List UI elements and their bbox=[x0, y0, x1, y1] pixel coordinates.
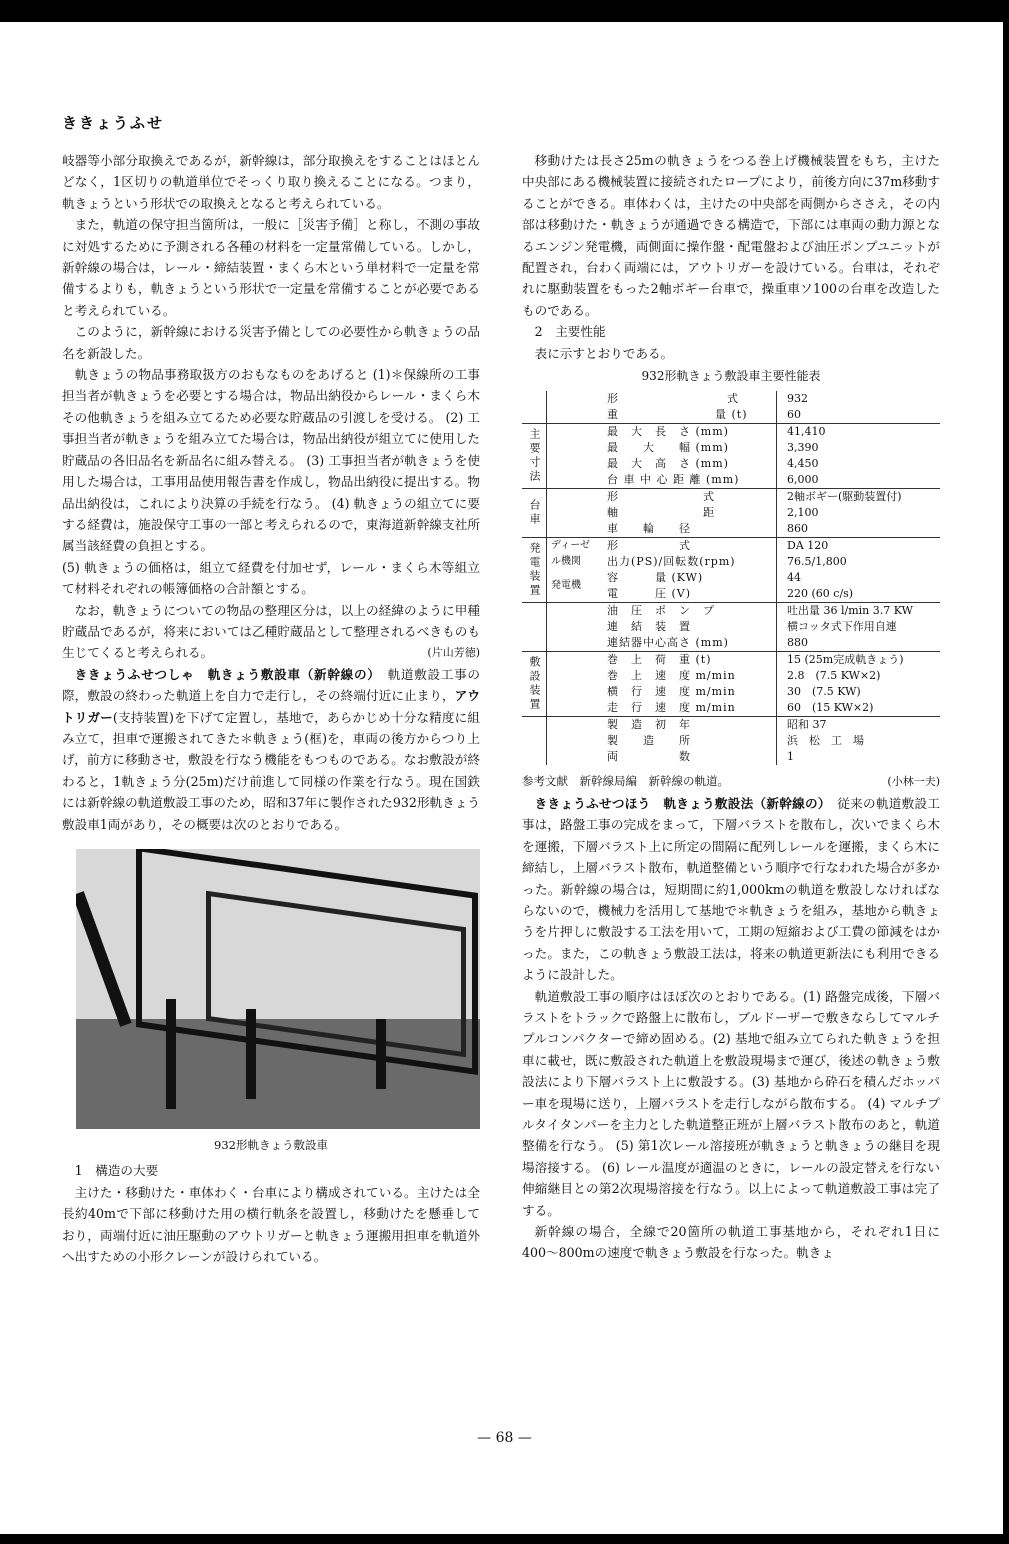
table-cell-label: 巻 上 荷 重 (t) bbox=[603, 652, 777, 669]
entry bbox=[62, 664, 480, 835]
table-cell-label: 走 行 速 度 m/min bbox=[607, 701, 736, 715]
table-row bbox=[522, 538, 940, 555]
table-cell-value: 昭和 37 bbox=[777, 717, 940, 734]
table-row bbox=[522, 717, 940, 734]
entry-term: ききょうふせつしゃ 軌きょう敷設車（新幹線の） bbox=[74, 666, 375, 682]
table-cell-value: 横コッタ式下作用自連 bbox=[777, 619, 940, 635]
table-row bbox=[522, 652, 940, 669]
table-cell-value: 2.8 (7.5 KW×2) bbox=[777, 668, 940, 684]
paragraph: 表に示すとおりである。 bbox=[534, 345, 674, 361]
entry-term: ききょうふせつほう 軌きょう敷設法（新幹線の） bbox=[534, 795, 825, 811]
table-cell-label: 軸 距 bbox=[607, 506, 715, 520]
table-cell-label: 最 大 幅 (mm) bbox=[607, 441, 729, 455]
table-cell-value: 2,100 bbox=[777, 505, 940, 521]
table-cell-value: 1 bbox=[777, 749, 940, 765]
table-row bbox=[522, 603, 940, 620]
table-cell-value: 吐出量 36 l/min 3.7 KW bbox=[777, 603, 940, 620]
paragraph: 岐器等小部分取換えであるが，新幹線は，部分取換えをすることはほとんどなく，1区切りの軌道単位でそっくり取り換えることになる。つまり，軌きょうという形状での取換えとなると考えられている。 bbox=[62, 153, 480, 211]
references bbox=[522, 771, 940, 792]
table-cell-label: 両 数 bbox=[607, 750, 691, 764]
table-cell-value: 2軸ボギー(駆動装置付) bbox=[777, 489, 940, 506]
paragraph: また，軌道の保守担当箇所は，一般に［災害予備］と称し，不測の事故に対処するために予測される各種の材料を一定量常備している。しかし，新幹線の場合は，レール・締結装置・まくら木という単材料で一定量を常備するよりも，軌きょうという形状で一定量を常備することが必要であると考えられている。 bbox=[62, 217, 480, 318]
table-subgroup-label: ディーゼル機関 bbox=[547, 538, 604, 571]
right-column bbox=[522, 150, 940, 1264]
paragraph: 移動けたは長さ25mの軌きょうをつる巻上げ機械装置をもち，主けた中央部にある機械装置に接続されたロープにより，前後方向に37m移動することができる。車体わくは，主けたの中央部を両側からささえ，その内部は移動けた・軌きょうが通過できる構造で，下部には車両の動力源となるエンジン発電機，両側面に操作盤・配電盤および油圧ポンプユニットが配置され，台わく両端には，アウトリガーを設けている。台車は，それぞれに駆動装置をもった2軸ボギー台車で，操重車ソ100の台車を改造したものである。 bbox=[522, 153, 940, 318]
table-cell-value: 60 bbox=[777, 407, 940, 424]
entry-text: 軌道敷設工事の際，敷設の終わった軌道上を自力で走行し，その終端付近に止まり， bbox=[62, 666, 481, 704]
table-cell-label: 連 結 装 置 bbox=[607, 620, 691, 634]
table-cell-value: 76.5/1,800 bbox=[777, 554, 940, 570]
author-signature: (片山芳徳) bbox=[427, 646, 480, 660]
table-cell-label: 車 輪 径 bbox=[607, 522, 691, 536]
table-cell-value: DA 120 bbox=[777, 538, 940, 555]
author-signature: (小林一夫) bbox=[887, 775, 940, 789]
entry-text-cont: (支持装置)を下げて定置し，基地で，あらかじめ十分な精度に組み立て，担車で運搬されてきた＊軌きょう(框)を，車両の後方からつり上げ，前方に移動させ，敷設を行なう機能をもつものである。なお敷設が終わると，1軌きょう分(25m)だけ前進して同様の作業を行なう。現在国鉄には新幹線の軌道敷設工事のため，昭和37年に製作された932形軌きょう敷設車1両があり，その概要は次のとおりである。 bbox=[62, 709, 480, 832]
table-subgroup-label bbox=[547, 489, 604, 538]
top-border bbox=[0, 0, 1009, 22]
reference-text: 参考文献 新幹線局編 新幹線の軌道。 bbox=[522, 774, 729, 789]
table-cell-value: 浜 松 工 場 bbox=[777, 733, 940, 749]
table-row bbox=[522, 391, 940, 407]
table-cell-value: 44 bbox=[777, 570, 940, 586]
table-cell-label: 巻 上 速 度 m/min bbox=[607, 669, 736, 683]
photo-rail-laying-car bbox=[76, 849, 480, 1129]
table-cell-value: 60 (15 KW×2) bbox=[777, 700, 940, 717]
table-cell-label: 重 量 (t) bbox=[607, 408, 748, 422]
table-cell-label: 形 式 bbox=[603, 538, 777, 555]
table-cell-label: 形 式 bbox=[603, 489, 777, 506]
table-subgroup-label bbox=[547, 391, 604, 424]
table-group-label: 敷設装置 bbox=[522, 652, 547, 717]
table-caption: 932形軌きょう敷設車主要性能表 bbox=[641, 369, 821, 384]
table-cell-label: 横 行 速 度 m/min bbox=[607, 685, 736, 699]
table-row bbox=[522, 489, 940, 506]
table-cell-value: 41,410 bbox=[777, 424, 940, 441]
running-header: ききょうふせ bbox=[62, 114, 165, 132]
page-number: — 68 — bbox=[477, 1430, 532, 1446]
paragraph: 軌きょうの物品事務取扱方のおもなものをあげると (1)＊保線所の工事担当者が軌きょうを必要とする場合は，物品出納役からレール・まくら木その他軌きょうを組み立てるため必要な貯蔵品の引渡しを受ける。 (2) 工事担当者が軌きょうを組み立てた場合は，物品出納役が組立てに使用した貯蔵品の各旧品名を新品名に組み替える。 (3) 工事担当者が軌きょうを使用した場合は，工事用品使用報告書を作成し，物品出納役に提出する。物品出納役は，これにより決算の手続を行なう。 (4) 軌きょうの組立てに要する経費は，施設保守工事の一部と考えられるので，東海道新幹線支社所属当該経費の負担とする。 bbox=[62, 367, 480, 554]
table-subgroup-label: 発電機 bbox=[551, 580, 581, 592]
paragraph bbox=[62, 600, 480, 664]
table-cell-label: 最 大 長 さ (mm) bbox=[603, 424, 777, 441]
table-cell-value: 860 bbox=[777, 521, 940, 538]
table-cell-label: 連結器中心高さ (mm) bbox=[607, 636, 729, 650]
table-cell-label: 台 車 中 心 距 離 (mm) bbox=[607, 473, 740, 487]
paragraph: 新幹線の場合，全線で20箇所の軌道工事基地から，それぞれ1日に400〜800mの速度で軌きょう敷設を行なった。軌きょ bbox=[522, 1224, 940, 1261]
left-column bbox=[62, 150, 480, 1267]
entry-text: 従来の軌道敷設工事は，路盤工事の完成をまって，下層バラストを散布し，次いでまくら木を運搬，下層バラスト上に所定の間隔に配列しレールを運搬，まくら木に締結し，上層バラスト散布，軌道整備という順序で行なわれた場合が多かった。新幹線の場合は，短期間に約1,000kmの軌道を敷設しなければならないので，機械力を活用して基地で＊軌きょうを組み，基地から軌きょうを片押しに敷設する工法を用いて，工期の短縮および工費の節減をはかった。また，この軌きょう敷設工法は，将来の軌道更新法にも利用できるように設計した。 bbox=[522, 795, 941, 983]
table-group-label: 台車 bbox=[522, 489, 547, 538]
table-cell-value: 15 (25m完成軌きょう) bbox=[777, 652, 940, 669]
photo-caption: 932形軌きょう敷設車 bbox=[214, 1138, 328, 1152]
table-group-label: 主要寸法 bbox=[522, 424, 547, 489]
table-group-label: 発電装置 bbox=[522, 538, 547, 603]
table-cell-value: 6,000 bbox=[777, 472, 940, 489]
table-cell-label: 形 式 bbox=[607, 392, 739, 406]
table-group-label bbox=[522, 603, 547, 652]
spec-table bbox=[522, 391, 940, 765]
paragraph: (5) 軌きょうの価格は，組立て経費を付加せず，レール・まくら木等組立て材料それぞれの帳簿価格の合計額とする。 bbox=[62, 559, 480, 597]
bottom-border bbox=[0, 1534, 1009, 1544]
table-cell-label: 出力(PS)/回転数(rpm) bbox=[607, 555, 736, 569]
paragraph: 軌道敷設工事の順序はほぼ次のとおりである。(1) 路盤完成後，下層バラストをトラックで路盤上に散布し，ブルドーザーで敷きならしてマルチプルコンパクターで締め固める。(2) 基地で組み立てられた軌きょうを担車に載せ，既に敷設された軌道上を敷設現場まで運び，後述の軌きょう敷設法により下層バラスト上に敷設する。(3) 基地から砕石を積んだホッパー車を現場に送り，上層バラストを走行しながら散布する。 (4) マルチプルタイタンパーを主力とした軌道整正班が上層バラスト散布のあと，軌道整備を行なう。 (5) 第1次レール溶接班が軌きょうと軌きょうの継目を現場溶接する。 (6) レール温度が適温のときに，レールの設定替えを行ない伸縮継目との第2次現場溶接を行なう。以上によって軌道敷設工事は完了する。 bbox=[522, 988, 940, 1218]
table-subgroup-label bbox=[547, 424, 604, 489]
section-heading: 1 構造の大要 bbox=[74, 1163, 159, 1179]
table-cell-value: 3,390 bbox=[777, 440, 940, 456]
table-row bbox=[522, 424, 940, 441]
table-cell-value: 220 (60 c/s) bbox=[777, 586, 940, 603]
section-heading: 2 主要性能 bbox=[534, 324, 606, 340]
table-cell-label: 製 造 所 bbox=[607, 734, 691, 748]
table-cell-value: 880 bbox=[777, 635, 940, 652]
entry bbox=[522, 793, 940, 986]
table-subgroup-label bbox=[547, 603, 604, 652]
table-subgroup-label bbox=[547, 717, 604, 766]
paragraph-text: なお，軌きょうについての物品の整理区分は，以上の経緯のように甲種貯蔵品であるが，将来においては乙種貯蔵品として整理されるべきものも生じてくると考えられる。 bbox=[62, 602, 480, 661]
paragraph: 主けた・移動けた・車体わく・台車により構成されている。主けたは全長約40mで下部に移動けた用の横行軌条を設置し，移動けたを懸垂しており，両端付近に油圧駆動のアウトリガーと軌きょう運搬用担車を軌道外へ出すための小形クレーンが設けられている。 bbox=[62, 1184, 480, 1265]
term-outrigger: アウトリガー bbox=[62, 688, 481, 725]
right-border bbox=[1003, 0, 1009, 1544]
table-cell-label: 油 圧 ポ ン プ bbox=[603, 603, 777, 620]
table-cell-value: 30 (7.5 KW) bbox=[777, 684, 940, 700]
table-row bbox=[522, 570, 940, 586]
table-subgroup-label bbox=[547, 652, 604, 717]
table-cell-value: 932 bbox=[777, 391, 940, 407]
table-cell-label: 容 量 (KW) bbox=[607, 571, 704, 585]
table-cell-label: 電 圧 (V) bbox=[607, 587, 692, 601]
table-cell-value: 4,450 bbox=[777, 456, 940, 472]
table-cell-label: 製 造 初 年 bbox=[603, 717, 777, 734]
table-group-label bbox=[522, 391, 547, 424]
table-cell-label: 最 大 高 さ (mm) bbox=[607, 457, 729, 471]
table-group-label bbox=[522, 717, 547, 766]
paragraph: このように，新幹線における災害予備としての必要性から軌きょうの品名を新設した。 bbox=[62, 324, 480, 361]
